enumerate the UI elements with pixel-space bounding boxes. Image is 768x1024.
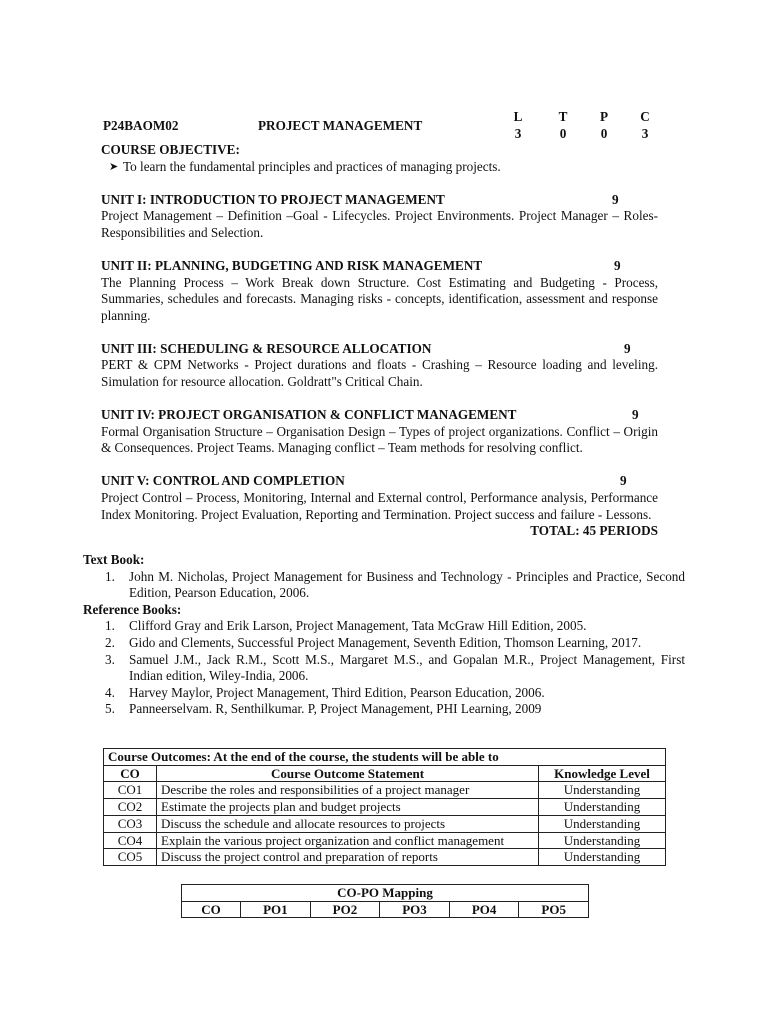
column-header: CO — [182, 901, 241, 918]
column-header: PO3 — [380, 901, 450, 918]
list-item: 5. Panneerselvam. R, Senthilkumar. P, Project Management, PHI Learning, 2009 — [105, 701, 542, 717]
total-periods: TOTAL: 45 PERIODS — [530, 523, 658, 539]
course-outcomes-table — [103, 748, 666, 866]
book-entry: Samuel J.M., Jack R.M., Scott M.S., Margaret M.S., and Gopalan M.R., Project Management, First Indian edition, Wiley-India, 2006. — [129, 651, 685, 684]
ltpc-label: P — [599, 109, 609, 124]
list-item: 2. Gido and Clements, Successful Project Management, Seventh Edition, Thomson Learning, 2017. — [105, 634, 642, 650]
unit-hours: 9 — [614, 257, 621, 273]
ltpc-column-p — [594, 109, 614, 142]
list-item: 1. Clifford Gray and Erik Larson, Project Management, Tata McGraw Hill Edition, 2005. — [105, 618, 587, 634]
unit-title: UNIT IV: PROJECT ORGANISATION & CONFLICT MANAGEMENT — [101, 407, 517, 423]
objective-item — [101, 159, 658, 176]
book-entry: Gido and Clements, Successful Project Management, Seventh Edition, Thomson Learning, 2017. — [129, 634, 642, 650]
objective-text: To learn the fundamental principles and practices of managing projects. — [123, 158, 501, 174]
book-entry: Harvey Maylor, Project Management, Third Edition, Pearson Education, 2006. — [129, 684, 545, 700]
list-item: 4. Harvey Maylor, Project Management, Third Edition, Pearson Education, 2006. — [105, 684, 545, 700]
book-entry: Clifford Gray and Erik Larson, Project Management, Tata McGraw Hill Edition, 2005. — [129, 618, 587, 634]
unit-hours: 9 — [612, 191, 619, 207]
text-book-heading: Text Book: — [83, 552, 145, 567]
column-header: PO2 — [310, 901, 380, 918]
unit-hours: 9 — [632, 407, 639, 423]
co-id: CO4 — [104, 832, 157, 849]
ltpc-label: L — [513, 109, 523, 124]
unit-1-body: Project Management – Definition –Goal - Lifecycles. Project Environments. Project Manager – Roles- Responsibilities and Selection. — [101, 208, 658, 240]
table-row — [104, 849, 666, 866]
unit-5-heading — [101, 473, 658, 490]
ltpc-value: 0 — [600, 125, 608, 141]
course-code: P24BAOM02 — [103, 118, 179, 133]
unit-2-body: The Planning Process – Work Break down Structure. Cost Estimating and Budgeting - Process, Summaries, schedules and forecasts. Managing risks - concepts, identification, assessment and response planning. — [101, 274, 658, 323]
column-header: Knowledge Level — [539, 765, 666, 782]
ltpc-value: 3 — [514, 125, 522, 141]
unit-title: UNIT III: SCHEDULING & RESOURCE ALLOCATION — [101, 340, 432, 356]
books-section — [83, 552, 685, 718]
table-row — [104, 782, 666, 799]
ltpc-label: T — [558, 109, 568, 124]
table-row — [104, 799, 666, 816]
ltpc-column-t — [553, 109, 573, 142]
ltpc-value: 0 — [559, 125, 567, 141]
co-statement: Discuss the schedule and allocate resources to projects — [157, 815, 539, 832]
table-caption: Course Outcomes: At the end of the course, the students will be able to — [104, 749, 666, 766]
knowledge-level: Understanding — [539, 815, 666, 832]
unit-4-body: Formal Organisation Structure – Organisation Design – Types of project organizations. Conflict – Origin & Consequences. Project Teams. Managing conflict – Team methods for resolving conflict. — [101, 423, 658, 456]
unit-3-body: PERT & CPM Networks - Project durations and floats - Crashing – Resource loading and leveling. Simulation for resource allocation. Goldratt"s Critical Chain. — [101, 357, 658, 390]
column-header: PO5 — [519, 901, 589, 918]
co-po-mapping-table — [181, 884, 589, 918]
co-id: CO2 — [104, 799, 157, 816]
co-statement: Discuss the project control and preparation of reports — [157, 849, 539, 866]
knowledge-level: Understanding — [539, 849, 666, 866]
unit-3-heading — [101, 341, 658, 358]
reference-book-list — [83, 618, 685, 718]
table-row — [104, 832, 666, 849]
arrow-bullet-icon: ➤ — [109, 160, 119, 173]
column-header: CO — [104, 765, 157, 782]
syllabus-body — [101, 142, 658, 540]
unit-title: UNIT I: INTRODUCTION TO PROJECT MANAGEMENT — [101, 191, 445, 207]
course-title: PROJECT MANAGEMENT — [258, 118, 423, 133]
co-id: CO1 — [104, 782, 157, 799]
objective-heading: COURSE OBJECTIVE: — [101, 142, 240, 157]
column-header: PO1 — [241, 901, 311, 918]
ltpc-label: C — [640, 109, 650, 124]
unit-title: UNIT II: PLANNING, BUDGETING AND RISK MANAGEMENT — [101, 257, 483, 273]
column-header: PO4 — [449, 901, 519, 918]
table-caption: CO-PO Mapping — [182, 885, 589, 902]
text-book-list — [83, 569, 685, 602]
co-statement: Estimate the projects plan and budget projects — [157, 799, 539, 816]
ltpc-value: 3 — [641, 125, 649, 141]
column-header: Course Outcome Statement — [157, 765, 539, 782]
co-statement: Explain the various project organization and conflict management — [157, 832, 539, 849]
reference-books-heading: Reference Books: — [83, 601, 182, 617]
table-row — [104, 815, 666, 832]
list-item: 1. John M. Nicholas, Project Management for Business and Technology - Principles and Practice, Second Edition, Pearson Education, 2006. — [105, 568, 685, 601]
knowledge-level: Understanding — [539, 782, 666, 799]
unit-hours: 9 — [624, 340, 631, 356]
co-statement: Describe the roles and responsibilities of a project manager — [157, 782, 539, 799]
book-entry: John M. Nicholas, Project Management for Business and Technology - Principles and Practice, Second Edition, Pearson Education, 2006. — [129, 568, 685, 601]
co-id: CO3 — [104, 815, 157, 832]
unit-5-body: Project Control – Process, Monitoring, Internal and External control, Performance analysis, Performance Index Monitoring. Project Evaluation, Reporting and Termination. Project success and failure - Lessons. — [101, 490, 658, 522]
knowledge-level: Understanding — [539, 799, 666, 816]
unit-title: UNIT V: CONTROL AND COMPLETION — [101, 473, 345, 489]
ltpc-column-c — [635, 109, 655, 142]
unit-hours: 9 — [620, 473, 627, 489]
unit-2-heading — [101, 258, 658, 275]
co-id: CO5 — [104, 849, 157, 866]
knowledge-level: Understanding — [539, 832, 666, 849]
unit-4-heading — [101, 407, 658, 424]
unit-1-heading — [101, 192, 658, 209]
book-entry: Panneerselvam. R, Senthilkumar. P, Project Management, PHI Learning, 2009 — [129, 701, 542, 717]
list-item: 3. Samuel J.M., Jack R.M., Scott M.S., Margaret M.S., and Gopalan M.R., Project Management, First Indian edition, Wiley-India, 2006. — [105, 651, 685, 684]
ltpc-column-l — [508, 109, 528, 142]
